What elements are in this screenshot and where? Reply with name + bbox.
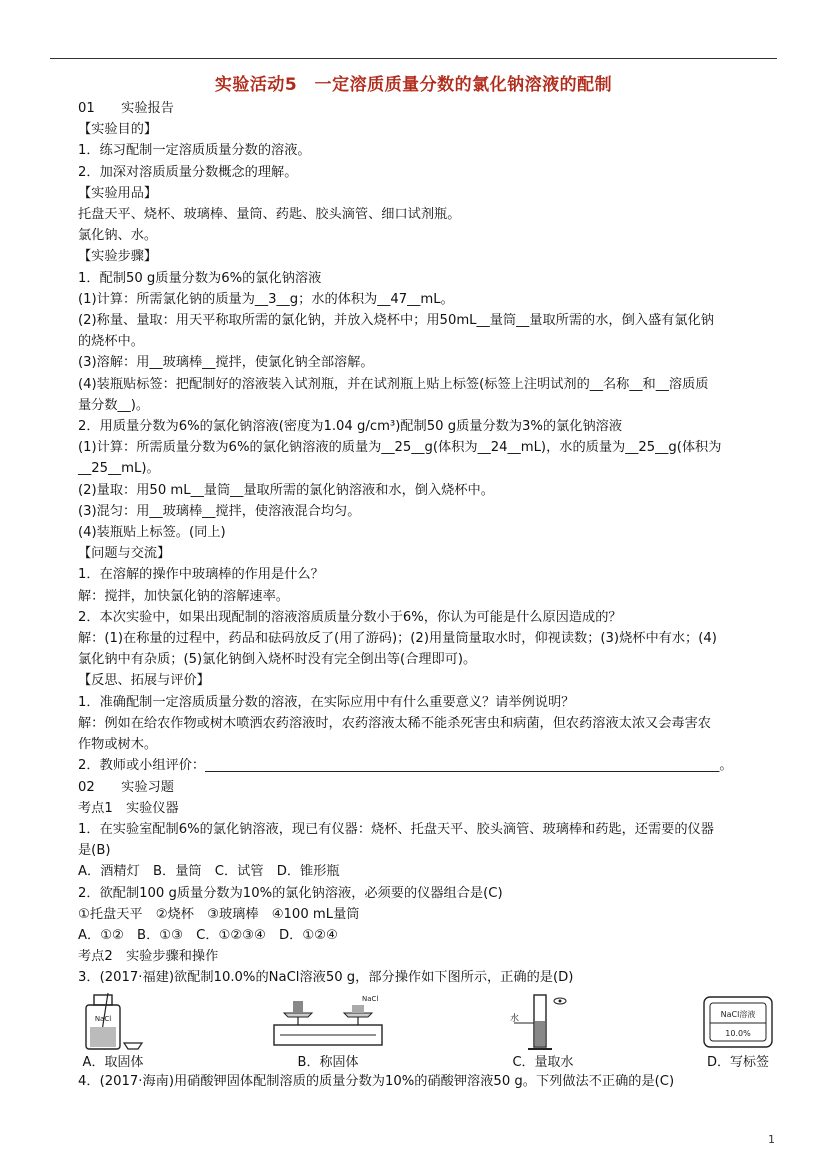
text-line: 作物或树木。 bbox=[78, 737, 158, 753]
figure-d bbox=[698, 991, 778, 1071]
page-title: 实验活动5 一定溶质质量分数的氯化钠溶液的配制 bbox=[214, 75, 613, 95]
subheading: 【实验步骤】 bbox=[78, 249, 158, 265]
text-line: 托盘天平、烧杯、玻璃棒、量筒、药匙、胶头滴管、细口试剂瓶。 bbox=[78, 207, 461, 223]
text-line: 1．练习配制一定溶质质量分数的溶液。 bbox=[78, 143, 311, 159]
text-line: A．酒精灯 B．量筒 C．试管 D．锥形瓶 bbox=[78, 864, 340, 880]
subheading: 【问题与交流】 bbox=[78, 546, 171, 562]
text-line: __25__mL)。 bbox=[78, 461, 160, 477]
reagent-bottle-illustration bbox=[78, 991, 148, 1053]
figure-b-label: NaCl bbox=[362, 994, 379, 1003]
figure-d-label-percent: 10.0% bbox=[725, 1028, 751, 1038]
balance-illustration bbox=[268, 991, 388, 1053]
subheading: 考点2 实验步骤和操作 bbox=[78, 949, 219, 965]
text-line: 的烧杯中。 bbox=[78, 334, 144, 350]
figure-d-caption: D．写标签 bbox=[706, 1054, 769, 1070]
section-heading: 01 实验报告 bbox=[78, 101, 174, 116]
header-rule bbox=[50, 58, 777, 59]
text-line: (1)计算：所需氯化钠的质量为__3__g；水的体积为__47__mL。 bbox=[78, 291, 454, 307]
text-line: (2)量取：用50 mL__量筒__量取所需的氯化钠溶液和水，倒入烧杯中。 bbox=[78, 482, 494, 498]
text-line: 解：例如在给农作物或树木喷洒农药溶液时，农药溶液太稀不能杀死害虫和病菌，但农药溶液太浓又会毒害农 bbox=[78, 715, 711, 731]
subheading: 【反思、拓展与评价】 bbox=[78, 673, 210, 689]
text-line: 是(B) bbox=[78, 843, 111, 859]
text-line: 解：(1)在称量的过程中，药品和砝码放反了(用了游码)；(2)用量筒量取水时，仰视读数；(3)烧杯中有水；(4) bbox=[78, 631, 717, 647]
text-line: 3．(2017·福建)欲配制10.0%的NaCl溶液50 g，部分操作如下图所示，正确的是(D) bbox=[78, 970, 574, 986]
text-line: ①托盘天平 ②烧杯 ③玻璃棒 ④100 mL量筒 bbox=[78, 906, 360, 922]
page-number: 1 bbox=[768, 1133, 775, 1146]
figure-b-caption: B．称固体 bbox=[297, 1054, 359, 1070]
text-line: 1．准确配制一定溶质质量分数的溶液，在实际应用中有什么重要意义？请举例说明？ bbox=[78, 694, 575, 710]
figure-row bbox=[78, 991, 778, 1071]
subheading: 【实验目的】 bbox=[78, 122, 158, 138]
text-line: 1．在溶解的操作中玻璃棒的作用是什么？ bbox=[78, 567, 324, 583]
figure-a-label: NaCl bbox=[94, 1014, 112, 1023]
figure-d-label-name: NaCl溶液 bbox=[720, 1009, 756, 1019]
figure-a-caption: A．取固体 bbox=[82, 1054, 144, 1070]
text-line: 2．教师或小组评价：______________________________________________________________________________。 bbox=[78, 758, 733, 774]
text-line: 氯化钠、水。 bbox=[78, 228, 158, 244]
text-line: 解：搅拌，加快氯化钠的溶解速率。 bbox=[78, 588, 289, 604]
subheading: 考点1 实验仪器 bbox=[78, 800, 179, 816]
figure-b bbox=[268, 991, 388, 1071]
graduated-cylinder-illustration bbox=[508, 991, 578, 1053]
figure-c-label: 水 bbox=[510, 1013, 520, 1024]
section-heading: 02 实验习题 bbox=[78, 779, 174, 795]
text-line: 1．配制50 g质量分数为6%的氯化钠溶液 bbox=[78, 270, 322, 286]
text-line: 1．在实验室配制6%的氯化钠溶液，现已有仪器：烧杯、托盘天平、胶头滴管、玻璃棒和药匙，还需要的仪器 bbox=[78, 821, 714, 837]
subheading: 【实验用品】 bbox=[78, 185, 158, 201]
figure-c-caption: C．量取水 bbox=[512, 1054, 574, 1070]
label-illustration bbox=[698, 991, 778, 1053]
text-line: (1)计算：所需质量分数为6%的氯化钠溶液的质量为__25__g(体积为__24__mL)，水的质量为__25__g(体积为 bbox=[78, 440, 722, 456]
text-line: 2．欲配制100 g质量分数为10%的氯化钠溶液，必须要的仪器组合是(C) bbox=[78, 885, 503, 901]
text-line: (2)称量、量取：用天平称取所需的氯化钠，并放入烧杯中；用50mL__量筒__量取所需的水，倒入盛有氯化钠 bbox=[78, 313, 714, 329]
text-line: 2．本次实验中，如果出现配制的溶液溶质质量分数小于6%，你认为可能是什么原因造成的？ bbox=[78, 609, 622, 625]
text-line: 2．加深对溶质质量分数概念的理解。 bbox=[78, 164, 298, 180]
document-body bbox=[78, 98, 778, 1092]
text-line: (4)装瓶贴上标签。(同上) bbox=[78, 525, 226, 541]
text-line: (4)装瓶贴标签：把配制好的溶液装入试剂瓶，并在试剂瓶上贴上标签(标签上注明试剂的__名称__和__溶质质 bbox=[78, 376, 709, 392]
text-line: 2．用质量分数为6%的氯化钠溶液(密度为1.04 g/cm³)配制50 g质量分数为3%的氯化钠溶液 bbox=[78, 419, 623, 435]
figure-a bbox=[78, 991, 148, 1071]
text-line: 量分数__)。 bbox=[78, 397, 150, 413]
text-line: 氯化钠中有杂质；(5)氯化钠倒入烧杯时没有完全倒出等(合理即可)。 bbox=[78, 652, 477, 668]
text-line: (3)混匀：用__玻璃棒__搅拌，使溶液混合均匀。 bbox=[78, 503, 361, 519]
figure-c bbox=[508, 991, 578, 1071]
text-line: (3)溶解：用__玻璃棒__搅拌，使氯化钠全部溶解。 bbox=[78, 355, 374, 371]
text-line: A．①② B．①③ C．①②③④ D．①②④ bbox=[78, 927, 338, 943]
text-line: 4．(2017·海南)用硝酸钾固体配制溶质的质量分数为10%的硝酸钾溶液50 g。下列做法不正确的是(C) bbox=[78, 1073, 675, 1089]
